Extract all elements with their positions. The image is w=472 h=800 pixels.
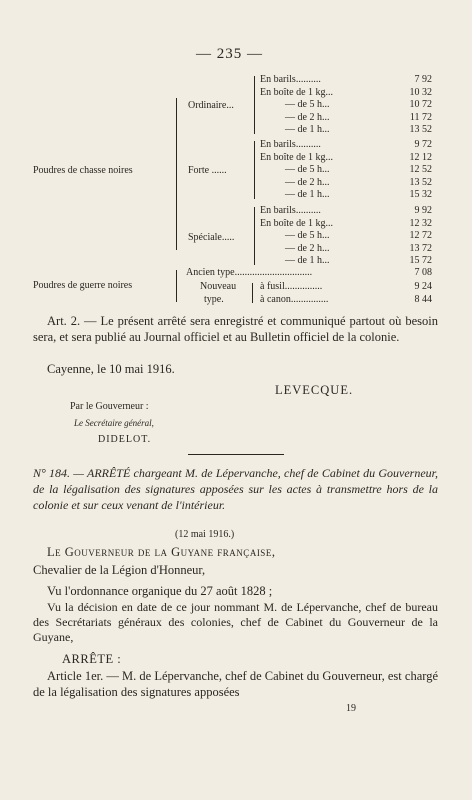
row-value: 11 72 — [409, 111, 432, 123]
row-value: 10 32 — [409, 86, 432, 98]
article-2: Art. 2. — Le présent arrêté sera enregistré et communiqué partout où besoin sera, et sera publié au Journal officiel et au Bulletin officiel de la colonie. — [33, 314, 438, 344]
gouverneur-line: Le Gouverneur de la Guyane française, — [47, 545, 276, 559]
row-label: En barils.......... — [260, 74, 321, 85]
separator-rule — [188, 454, 284, 455]
sub-label-ordinaire: Ordinaire... — [188, 100, 234, 111]
row-label: En boîte de 1 kg... — [260, 86, 334, 98]
group-label-chasse: Poudres de chasse noires — [33, 165, 133, 176]
row-label: En boîte de 1 kg... — [260, 217, 334, 229]
row-value: 9 92 — [414, 205, 432, 216]
row-value: 10 72 — [409, 99, 432, 110]
row-label: — de 2 h... — [285, 111, 330, 123]
arrete-date: (12 mai 1916.) — [175, 529, 235, 540]
signature-levecque: LEVECQUE. — [275, 383, 354, 397]
group-brace-guerre — [176, 270, 177, 302]
sub-label-forte: Forte ...... — [188, 165, 227, 176]
row-label: En boîte de 1 kg... — [260, 151, 334, 163]
row-value: 9 72 — [414, 139, 432, 150]
brace-speciale — [254, 207, 255, 265]
row-label: — de 5 h... — [285, 230, 330, 241]
nouveau-label: Nouveau — [200, 281, 237, 292]
fusil-label: à fusil............... — [260, 281, 323, 292]
group-label-guerre: Poudres de guerre noires — [33, 280, 133, 291]
brace-ordinaire — [254, 76, 255, 134]
row-value: 12 32 — [409, 217, 432, 229]
row-value: 15 72 — [409, 255, 432, 266]
arrete-label: ARRÊTE : — [62, 652, 122, 666]
canon-label: à canon............... — [260, 294, 329, 305]
row-value: 12 72 — [409, 230, 432, 241]
row-value: 13 52 — [409, 124, 432, 135]
row-value: 12 52 — [409, 164, 432, 175]
row-label: En barils.......... — [260, 205, 321, 216]
vu-ordonnance: Vu l'ordonnance organique du 27 août 1828 ; — [47, 584, 273, 598]
article-1: Article 1er. — M. de Lépervanche, chef de Cabinet du Gouverneur, est chargé de la légalisation des signatures apposées — [33, 669, 438, 699]
secretaire-general: Le Secrétaire général, — [74, 418, 154, 428]
canon-value: 8 44 — [414, 294, 432, 305]
chevalier-line: Chevalier de la Légion d'Honneur, — [33, 563, 206, 577]
row-label: — de 5 h... — [285, 164, 330, 175]
brace-nouveau — [252, 283, 253, 303]
row-value: 12 12 — [409, 151, 432, 163]
page-number: — 235 — — [196, 46, 263, 62]
row-label: — de 2 h... — [285, 242, 330, 254]
row-value: 13 52 — [409, 176, 432, 188]
brace-forte — [254, 141, 255, 199]
type-label: type. — [204, 294, 224, 305]
ancien-type-label: Ancien type............................... — [186, 267, 313, 278]
row-label: — de 2 h... — [285, 176, 330, 188]
row-label: — de 1 h... — [285, 255, 330, 266]
row-label: — de 1 h... — [285, 124, 330, 135]
arrete-heading: N° 184. — ARRÊTÉ chargeant M. de Lépervanche, chef de Cabinet du Gouverneur, de la légalisation des signatures apposées sur les actes à transmettre hors de la colonie et sur ceux venant de l'intérieur. — [33, 466, 438, 512]
sub-label-speciale: Spéciale..... — [188, 232, 235, 243]
row-label: — de 1 h... — [285, 189, 330, 200]
vu-decision: Vu la décision en date de ce jour nommant M. de Lépervanche, chef de bureau des Secrétariats généraux des colonies, chef de Cabinet du Gouverneur de la Guyane, — [33, 600, 438, 644]
row-value: 7 92 — [414, 74, 432, 85]
row-value: 15 32 — [409, 189, 432, 200]
signature-didelot: DIDELOT. — [98, 434, 152, 445]
date-cayenne: Cayenne, le 10 mai 1916. — [47, 362, 175, 376]
row-label: — de 5 h... — [285, 99, 330, 110]
par-le-gouverneur: Par le Gouverneur : — [70, 401, 149, 412]
fusil-value: 9 24 — [414, 281, 432, 292]
group-brace-chasse — [176, 98, 177, 250]
ancien-type-value: 7 08 — [414, 267, 432, 278]
row-value: 13 72 — [409, 242, 432, 254]
row-label: En barils.......... — [260, 139, 321, 150]
signature-mark: 19 — [346, 703, 356, 714]
